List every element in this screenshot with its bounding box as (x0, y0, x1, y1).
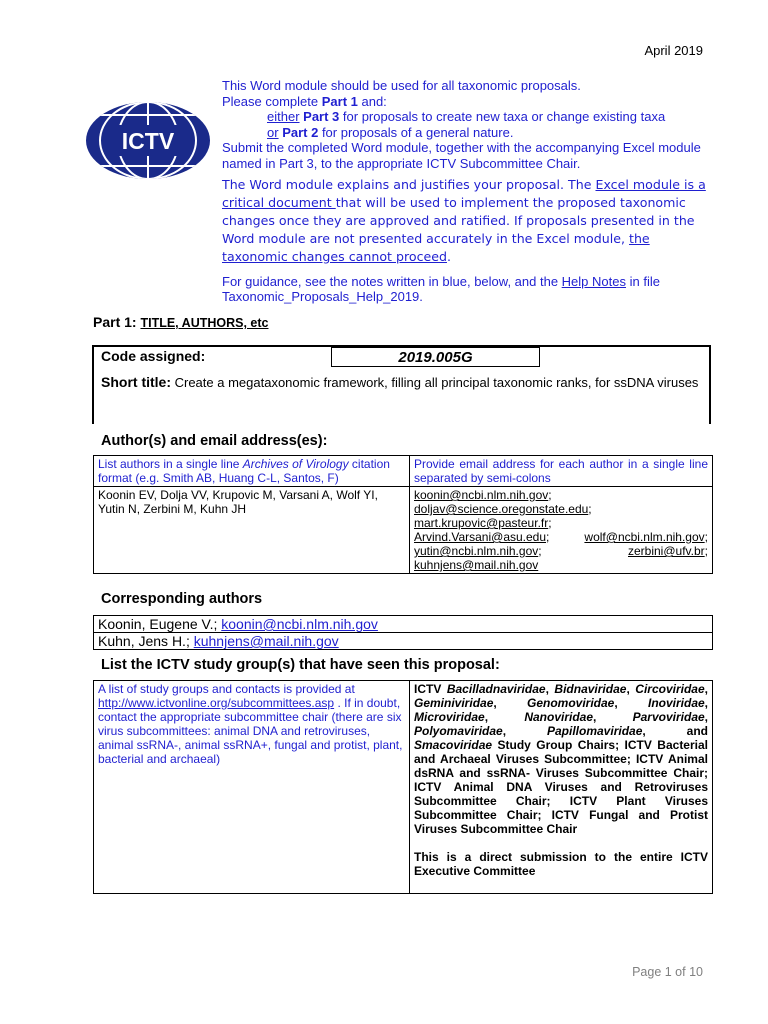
ictv-logo (85, 101, 211, 180)
email-link[interactable]: Arvind.Varsani@asu.edu (414, 530, 547, 544)
email-link[interactable]: wolf@ncbi.nlm.nih.gov (584, 530, 705, 544)
emails-hint: Provide email address for each author in a single line separated by semi-colons (410, 456, 713, 487)
svg-text:ICTV: ICTV (121, 128, 175, 154)
email-link[interactable]: koonin@ncbi.nlm.nih.gov (221, 616, 378, 632)
email-link[interactable]: yutin@ncbi.nlm.nih.gov (414, 544, 539, 558)
study-groups-list: ICTV Bacilladnaviridae, Bidnaviridae, Circoviridae, Geminiviridae, Genomoviridae, Inoviridae, Microviridae, Nanoviridae, Parvoviridae, Polyomaviridae, Papillomaviridae, and Smacoviridae Study Group Chairs; ICTV Bacterial and Archaeal Viruses Subcommittee; ICTV Animal dsRNA and ssRNA- Viruses Subcommittee Chair; ICTV Animal DNA Viruses and Retroviruses Subcommittee Chair; ICTV Plant Viruses Subcommittee Chair; ICTV Fungal and Protist Viruses Subcommittee Chair This is a direct submission to the entire ICTV Executive Committee (410, 681, 713, 894)
intro-or: or Part 2 for proposals of a general nature. (267, 124, 514, 140)
study-groups-heading: List the ICTV study group(s) that have seen this proposal: (101, 657, 500, 673)
excel-critical-link[interactable]: Excel module is a critical document (222, 176, 706, 210)
authors-heading: Author(s) and email address(es): (101, 433, 328, 449)
study-groups-table (93, 680, 713, 894)
corresponding-table (93, 615, 713, 650)
authors-table (93, 455, 713, 574)
author-names: Koonin EV, Dolja VV, Krupovic M, Varsani A, Wolf YI, Yutin N, Zerbini M, Kuhn JH (94, 487, 410, 574)
intro-either: either Part 3 for proposals to create new taxa or change existing taxa (267, 109, 666, 125)
intro-submit: Submit the completed Word module, together with the accompanying Excel module named in Part 3, to the appropriate ICTV Subcommittee Chair. (222, 140, 701, 171)
intro-line-1: This Word module should be used for all taxonomic proposals. (222, 78, 581, 93)
short-title: Short title: Create a megataxonomic framework, filling all principal taxonomic ranks, for ssDNA viruses (101, 374, 699, 390)
help-notes-link[interactable]: Help Notes (561, 273, 626, 289)
part1-heading: Part 1: TITLE, AUTHORS, etc (93, 314, 269, 330)
author-emails: koonin@ncbi.nlm.nih.gov; doljav@science.oregonstate.edu; mart.krupovic@pasteur.fr; Arvind.Varsani@asu.edu; wolf@ncbi.nlm.nih.gov; yutin@ncbi.nlm.nih.gov; zerbini@ufv.br; kuhnjens@mail.nih.gov (410, 487, 713, 574)
direct-submission-note: This is a direct submission to the entire ICTV Executive Committee (414, 850, 708, 878)
code-assigned-value: 2019.005G (331, 347, 540, 367)
authors-hint: List authors in a single line Archives of Virology citation format (e.g. Smith AB, Huang C-L, Santos, F) (94, 456, 410, 487)
corresponding-row: Koonin, Eugene V.; koonin@ncbi.nlm.nih.gov (94, 616, 713, 633)
email-link[interactable]: kuhnjens@mail.nih.gov (414, 558, 539, 572)
email-link[interactable]: zerbini@ufv.br (628, 544, 705, 558)
intro-excel-note: The Word module explains and justifies your proposal. The Excel module is a critical document that will be used to implement the proposed taxonomic changes once they are approved and ratified. If proposals presented in the Word module are not presented accurately in the Excel module, the taxonomic changes cannot proceed. (222, 176, 706, 264)
intro-line-2: Please complete Part 1 and: (222, 93, 387, 109)
study-groups-hint: A list of study groups and contacts is provided at http://www.ictvonline.org/subcommittees.asp . If in doubt, contact the appropriate subcommittee chair (there are six virus subcommittees: animal DNA and retroviruses, animal ssRNA-, animal ssRNA+, fungal and protist, plant, bacterial and archaeal) (94, 681, 410, 894)
page-number: Page 1 of 10 (632, 965, 703, 979)
corresponding-row: Kuhn, Jens H.; kuhnjens@mail.nih.gov (94, 633, 713, 650)
intro-guidance: For guidance, see the notes written in blue, below, and the Help Notes in file Taxonomic_Proposals_Help_2019. (222, 273, 660, 305)
intro-instructions (222, 78, 712, 305)
subcommittees-link[interactable]: http://www.ictvonline.org/subcommittees.asp (98, 696, 335, 710)
email-link[interactable]: mart.krupovic@pasteur.fr (414, 516, 549, 530)
email-link[interactable]: koonin@ncbi.nlm.nih.gov (414, 488, 549, 502)
corresponding-heading: Corresponding authors (101, 591, 263, 607)
document-date: April 2019 (644, 43, 703, 58)
email-link[interactable]: doljav@science.oregonstate.edu (414, 502, 589, 516)
email-link[interactable]: kuhnjens@mail.nih.gov (193, 633, 339, 649)
code-assigned-label: Code assigned: (101, 348, 206, 364)
